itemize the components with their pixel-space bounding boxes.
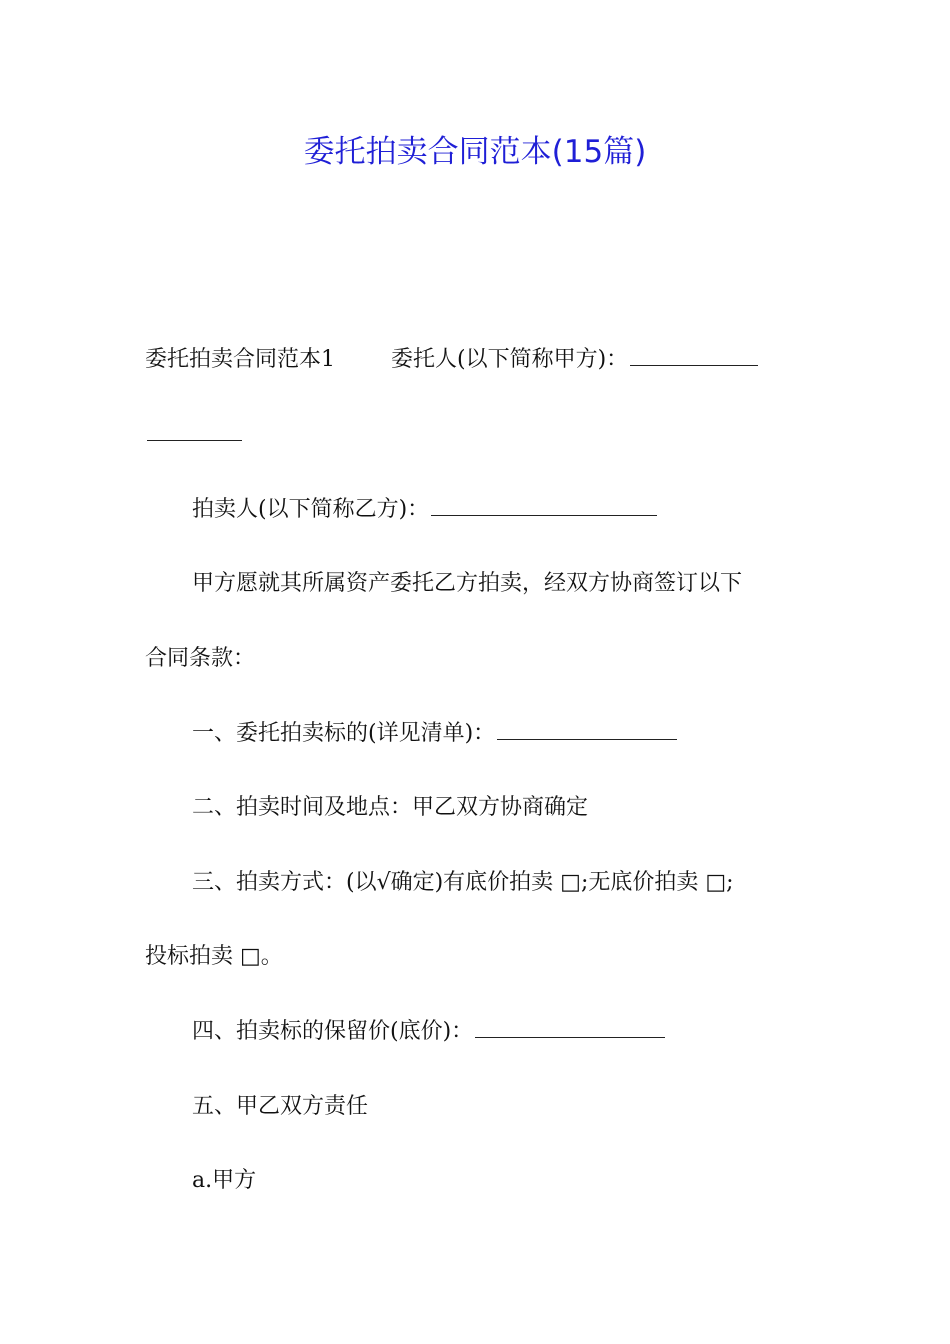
clause-3-cont: 投标拍卖 □。 [145, 944, 283, 969]
clause-4-blank [475, 1015, 665, 1038]
clause-2: 二、拍卖时间及地点：甲乙双方协商确定 [192, 795, 589, 820]
clause-1-text: 一、委托拍卖标的(详见清单)： [192, 721, 496, 746]
clause-5-a: a.甲方 [192, 1168, 257, 1193]
principal-blank-line2 [147, 418, 242, 441]
paragraph-auctioneer [192, 493, 657, 527]
document-title: 委托拍卖合同范本(15篇) [303, 134, 647, 170]
paragraph-intro-cont: 合同条款： [145, 646, 256, 671]
paragraph-intro: 甲方愿就其所属资产委托乙方拍卖，经双方协商签订以下 [192, 571, 743, 596]
principal-blank [630, 343, 758, 366]
clause-3: 三、拍卖方式：(以√确定)有底价拍卖 □;无底价拍卖 □; [192, 870, 734, 895]
paragraph-title-and-principal [145, 343, 758, 377]
clause-1 [192, 717, 677, 751]
clause-4-text: 四、拍卖标的保留价(底价)： [192, 1019, 474, 1044]
auctioneer-label: 拍卖人(以下简称乙方)： [192, 497, 430, 522]
principal-blank-continuation [145, 418, 242, 452]
clause-4 [192, 1015, 665, 1049]
clause-1-blank [497, 717, 677, 740]
principal-label: 委托人(以下简称甲方)： [391, 347, 629, 372]
contract-heading: 委托拍卖合同范本1 [145, 347, 335, 372]
auctioneer-blank [431, 493, 657, 516]
clause-5: 五、甲乙双方责任 [192, 1094, 369, 1119]
